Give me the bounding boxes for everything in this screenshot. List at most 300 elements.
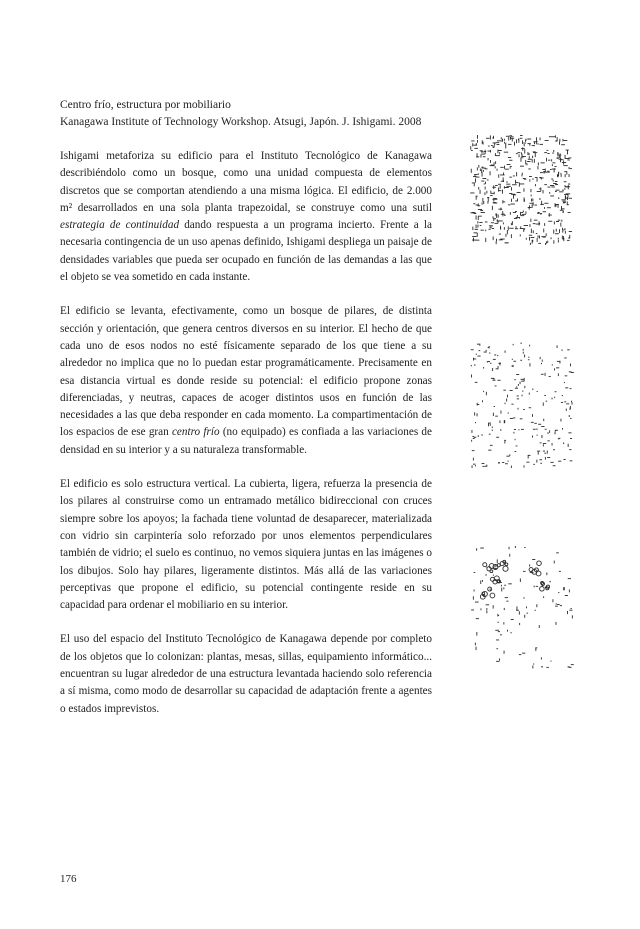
- column-mark: [481, 181, 484, 182]
- column-mark: [532, 240, 533, 242]
- column-mark: [504, 420, 505, 423]
- column-mark: [486, 574, 487, 576]
- column-mark: [570, 438, 572, 439]
- column-mark: [563, 238, 564, 241]
- column-mark: [522, 154, 523, 158]
- column-mark: [521, 215, 524, 216]
- column-mark: [528, 455, 529, 458]
- column-mark: [498, 462, 500, 463]
- column-mark: [551, 179, 553, 180]
- article-subtitle: Kanagawa Institute of Technology Workshop. Atsugi, Japón. J. Ishigami. 2008: [60, 116, 422, 128]
- column-mark: [526, 462, 529, 463]
- column-mark: [552, 364, 553, 365]
- column-mark: [485, 230, 486, 232]
- column-mark: [511, 404, 513, 405]
- column-mark: [504, 139, 505, 141]
- column-mark: [511, 204, 515, 205]
- column-mark: [559, 229, 560, 233]
- column-mark: [569, 198, 572, 199]
- column-mark: [538, 235, 539, 238]
- column-mark: [545, 169, 546, 172]
- column-mark: [504, 142, 505, 144]
- column-mark: [505, 597, 508, 598]
- paragraph-2: [60, 303, 432, 459]
- column-mark: [513, 195, 514, 199]
- column-mark: [484, 352, 487, 353]
- column-mark: [568, 578, 571, 579]
- column-mark: [508, 204, 510, 205]
- column-mark: [565, 387, 568, 388]
- column-mark: [541, 162, 545, 163]
- column-mark: [570, 418, 572, 419]
- column-mark: [528, 169, 531, 170]
- column-mark: [479, 344, 480, 346]
- column-mark: [562, 395, 563, 396]
- column-mark: [552, 164, 553, 166]
- column-mark: [522, 390, 523, 391]
- column-mark: [501, 411, 502, 414]
- column-mark: [535, 153, 536, 157]
- column-mark: [563, 211, 564, 213]
- column-mark: [549, 213, 550, 217]
- column-mark: [560, 158, 561, 162]
- column-mark: [472, 227, 473, 231]
- column-mark: [524, 188, 525, 192]
- column-mark: [481, 608, 482, 610]
- column-mark: [485, 150, 486, 154]
- column-mark: [556, 221, 559, 222]
- column-mark: [482, 463, 485, 464]
- column-mark: [490, 160, 491, 163]
- column-mark: [491, 165, 494, 166]
- column-mark: [512, 184, 517, 185]
- column-mark: [519, 182, 520, 186]
- column-mark: [494, 192, 495, 195]
- column-mark: [498, 150, 502, 151]
- column-mark: [504, 608, 505, 610]
- column-mark: [478, 435, 479, 437]
- column-mark: [516, 139, 517, 143]
- column-mark: [488, 347, 490, 348]
- column-mark: [537, 144, 539, 145]
- column-mark: [534, 586, 535, 588]
- column-mark: [505, 143, 506, 146]
- column-mark: [533, 429, 536, 430]
- column-mark: [511, 619, 514, 620]
- column-mark: [499, 152, 500, 154]
- column-mark: [562, 190, 564, 191]
- column-mark: [498, 214, 499, 217]
- column-mark: [560, 223, 561, 227]
- column-mark: [545, 243, 546, 245]
- column-mark: [504, 440, 506, 441]
- column-mark: [500, 239, 504, 240]
- column-mark: [555, 430, 556, 432]
- column-mark: [500, 167, 503, 168]
- column-mark: [555, 606, 558, 607]
- column-mark: [485, 168, 488, 169]
- column-mark: [482, 400, 483, 402]
- column-mark: [569, 415, 570, 417]
- column-mark: [504, 441, 505, 443]
- column-mark: [477, 221, 478, 223]
- column-mark: [535, 177, 538, 178]
- column-mark: [540, 187, 541, 191]
- column-mark: [498, 622, 499, 623]
- column-mark: [511, 223, 512, 225]
- column-mark: [482, 580, 483, 582]
- column-mark: [540, 357, 541, 359]
- furniture-mark: [537, 561, 542, 566]
- furniture-plan-diagram: [470, 545, 574, 670]
- column-mark: [492, 228, 494, 229]
- column-mark: [496, 661, 499, 662]
- column-mark: [571, 608, 572, 609]
- column-mark: [568, 158, 571, 159]
- column-mark: [478, 216, 479, 220]
- column-mark: [508, 413, 509, 414]
- column-mark: [510, 212, 511, 215]
- column-mark: [541, 657, 542, 659]
- column-mark: [492, 146, 495, 147]
- column-mark: [522, 140, 523, 144]
- column-mark: [539, 236, 540, 239]
- column-mark: [536, 224, 540, 225]
- column-mark: [473, 238, 474, 242]
- column-mark: [490, 363, 492, 364]
- column-mark: [537, 391, 538, 392]
- column-mark: [515, 182, 518, 183]
- column-mark: [517, 215, 518, 217]
- column-mark: [558, 238, 559, 240]
- column-mark: [472, 236, 476, 237]
- column-mark: [480, 580, 481, 584]
- column-mark: [493, 147, 495, 148]
- column-mark: [566, 172, 567, 175]
- column-mark: [491, 193, 494, 194]
- column-mark: [491, 145, 493, 146]
- column-mark: [513, 361, 516, 362]
- column-mark: [475, 643, 476, 646]
- column-mark: [546, 241, 547, 243]
- column-mark: [506, 399, 507, 402]
- column-mark: [553, 150, 554, 152]
- column-mark: [481, 167, 483, 168]
- column-mark: [562, 228, 563, 231]
- paragraph-1: [60, 148, 432, 286]
- column-mark: [543, 190, 544, 193]
- column-mark: [490, 150, 491, 153]
- column-mark: [489, 225, 493, 226]
- column-mark: [518, 408, 519, 410]
- furniture-mark: [505, 563, 508, 566]
- column-mark: [518, 152, 521, 153]
- column-mark: [559, 139, 560, 142]
- column-mark: [497, 380, 500, 381]
- column-mark: [487, 361, 490, 362]
- column-mark: [478, 187, 479, 190]
- column-mark: [546, 401, 548, 402]
- furniture-mark: [500, 562, 504, 566]
- column-mark: [492, 427, 493, 429]
- column-mark: [561, 220, 562, 222]
- column-mark: [486, 610, 487, 613]
- column-mark: [562, 201, 566, 202]
- column-mark: [517, 398, 519, 399]
- column-mark: [500, 227, 501, 229]
- column-mark: [500, 634, 502, 635]
- column-mark: [539, 625, 540, 628]
- column-mark: [505, 403, 506, 405]
- column-mark: [521, 148, 525, 149]
- column-mark: [472, 450, 475, 451]
- furniture-mark: [482, 592, 485, 595]
- column-mark: [482, 198, 483, 202]
- column-mark: [515, 451, 517, 452]
- column-mark: [508, 144, 511, 145]
- column-mark: [476, 215, 477, 219]
- paragraph-2-text: El edificio se levanta, efectivamente, como un bosque de pilares, de distinta sección y orientación, que genera centros diversos en su interior. El hecho de que cada uno de esos nodos no esté físicamente separado de los que tiene a su alrededor no implica que no lo puedan estar programáticamente. Precisamente en esa distancia virtual es donde reside su potencial: el edificio propone zonas diferenciadas, y neutras, capaces de acoger distintos usos en función de las necesidades a las que deba responder en cada momento. La compartimentación de los espacios de ese gran: [60, 305, 432, 439]
- column-mark: [522, 147, 523, 150]
- column-mark: [485, 466, 488, 467]
- column-mark: [563, 139, 564, 142]
- column-mark: [485, 192, 486, 195]
- column-mark: [537, 435, 538, 436]
- column-mark: [558, 373, 559, 376]
- column-mark: [483, 170, 484, 172]
- column-mark: [564, 229, 566, 230]
- column-mark: [490, 171, 491, 175]
- column-mark: [483, 367, 484, 369]
- column-mark: [472, 240, 476, 241]
- column-mark: [499, 363, 501, 364]
- column-mark: [520, 166, 524, 167]
- column-mark: [532, 159, 533, 162]
- column-mark: [529, 237, 530, 241]
- column-mark: [496, 437, 499, 438]
- column-mark: [558, 157, 559, 159]
- column-mark: [553, 599, 554, 602]
- article-title: Centro frío, estructura por mobiliario: [60, 99, 231, 111]
- column-mark: [474, 412, 475, 415]
- column-mark: [520, 360, 522, 361]
- column-mark: [553, 465, 556, 466]
- column-mark: [495, 223, 499, 224]
- column-mark: [557, 137, 558, 141]
- column-mark: [539, 459, 542, 460]
- column-mark: [543, 443, 546, 444]
- column-mark: [493, 378, 495, 379]
- column-mark: [497, 355, 498, 356]
- column-mark: [493, 380, 496, 381]
- column-mark: [477, 413, 478, 416]
- column-mark: [533, 151, 536, 152]
- column-mark: [509, 455, 511, 456]
- column-mark: [533, 230, 534, 233]
- column-mark: [539, 223, 540, 225]
- column-mark: [471, 141, 474, 142]
- column-mark: [549, 430, 550, 433]
- column-mark: [550, 196, 554, 197]
- column-mark: [504, 166, 505, 169]
- column-mark: [540, 213, 541, 215]
- column-mark: [520, 228, 524, 229]
- column-mark: [495, 166, 496, 168]
- column-mark: [497, 559, 498, 563]
- column-mark: [529, 345, 530, 347]
- column-mark: [551, 159, 552, 161]
- column-mark: [561, 402, 563, 403]
- column-mark: [533, 663, 534, 664]
- column-mark: [500, 429, 501, 431]
- column-mark: [531, 195, 532, 197]
- column-mark: [554, 166, 556, 167]
- column-mark: [480, 169, 481, 172]
- column-mark: [512, 221, 513, 225]
- column-mark: [529, 156, 530, 158]
- column-mark: [520, 418, 523, 419]
- column-mark: [531, 189, 532, 192]
- column-mark: [569, 231, 572, 232]
- column-mark: [514, 432, 515, 434]
- column-mark: [475, 422, 476, 423]
- column-mark: [529, 235, 532, 236]
- column-mark: [516, 374, 519, 375]
- column-mark: [527, 163, 528, 165]
- column-mark: [521, 212, 523, 213]
- column-mark: [538, 166, 539, 169]
- column-mark: [492, 187, 496, 188]
- column-mark: [472, 465, 473, 468]
- column-mark: [567, 611, 568, 614]
- column-mark: [568, 194, 569, 197]
- column-mark: [495, 416, 498, 417]
- column-mark: [564, 401, 566, 402]
- column-mark: [520, 184, 525, 185]
- column-mark: [569, 590, 570, 593]
- column-mark: [548, 221, 552, 222]
- column-mark: [547, 150, 549, 151]
- column-mark: [479, 222, 482, 223]
- column-mark: [497, 614, 498, 617]
- column-mark: [507, 630, 508, 632]
- column-mark: [523, 349, 524, 351]
- column-mark: [559, 142, 560, 145]
- column-mark: [563, 165, 567, 166]
- column-mark: [568, 432, 571, 433]
- column-mark: [562, 349, 563, 351]
- column-mark: [522, 653, 525, 654]
- column-mark: [470, 193, 474, 194]
- column-mark: [480, 548, 484, 549]
- column-mark: [505, 351, 506, 353]
- column-mark: [536, 460, 537, 463]
- column-mark: [552, 136, 555, 137]
- column-mark: [490, 445, 493, 446]
- column-mark: [567, 150, 568, 154]
- column-mark: [541, 374, 544, 375]
- column-mark: [493, 605, 494, 608]
- column-mark: [523, 598, 525, 599]
- column-mark: [533, 178, 534, 180]
- column-mark: [559, 191, 563, 192]
- column-mark: [564, 186, 566, 187]
- column-mark: [472, 143, 473, 146]
- column-mark: [510, 135, 513, 136]
- column-mark: [555, 190, 559, 191]
- column-mark: [546, 572, 547, 575]
- column-mark: [555, 432, 556, 434]
- column-mark: [505, 169, 509, 170]
- column-mark: [543, 237, 546, 238]
- column-mark: [550, 462, 553, 463]
- column-mark: [482, 140, 483, 144]
- column-mark: [508, 157, 511, 158]
- column-mark: [492, 199, 496, 200]
- column-mark: [540, 442, 542, 443]
- column-mark: [496, 640, 499, 641]
- column-mark: [534, 205, 537, 206]
- column-mark: [561, 199, 565, 200]
- column-mark: [507, 395, 508, 398]
- column-mark: [488, 423, 491, 424]
- column-mark: [507, 230, 508, 234]
- column-mark: [473, 464, 476, 465]
- column-mark: [555, 181, 558, 182]
- column-mark: [476, 225, 477, 229]
- column-mark: [522, 214, 526, 215]
- column-mark: [487, 197, 489, 198]
- column-mark: [568, 184, 570, 185]
- column-mark: [523, 409, 525, 410]
- column-mark: [532, 156, 533, 159]
- column-mark: [475, 177, 479, 178]
- column-mark: [526, 238, 527, 240]
- column-mark: [489, 434, 491, 435]
- column-mark: [500, 185, 501, 189]
- column-mark: [509, 168, 511, 169]
- column-mark: [537, 178, 538, 182]
- column-mark: [504, 187, 509, 188]
- column-mark: [550, 185, 554, 186]
- column-mark: [499, 234, 501, 235]
- column-mark: [470, 146, 471, 149]
- column-mark: [551, 237, 552, 239]
- column-mark: [471, 349, 474, 350]
- column-mark: [495, 630, 499, 631]
- column-mark: [473, 203, 475, 204]
- column-mark: [520, 135, 523, 136]
- column-mark: [544, 223, 545, 226]
- furniture-mark: [540, 587, 545, 592]
- column-mark: [544, 453, 546, 454]
- column-mark: [495, 386, 497, 387]
- column-mark: [512, 139, 513, 142]
- column-mark: [540, 463, 542, 464]
- column-mark: [558, 240, 559, 242]
- column-mark: [524, 615, 525, 618]
- column-mark: [528, 357, 529, 358]
- column-mark: [474, 182, 475, 186]
- column-mark: [546, 233, 547, 236]
- column-mark: [555, 191, 557, 192]
- column-mark: [495, 185, 498, 186]
- column-mark: [488, 424, 489, 427]
- column-mark: [534, 142, 535, 144]
- column-mark: [512, 359, 513, 360]
- column-mark: [519, 217, 520, 219]
- column-mark: [506, 136, 510, 137]
